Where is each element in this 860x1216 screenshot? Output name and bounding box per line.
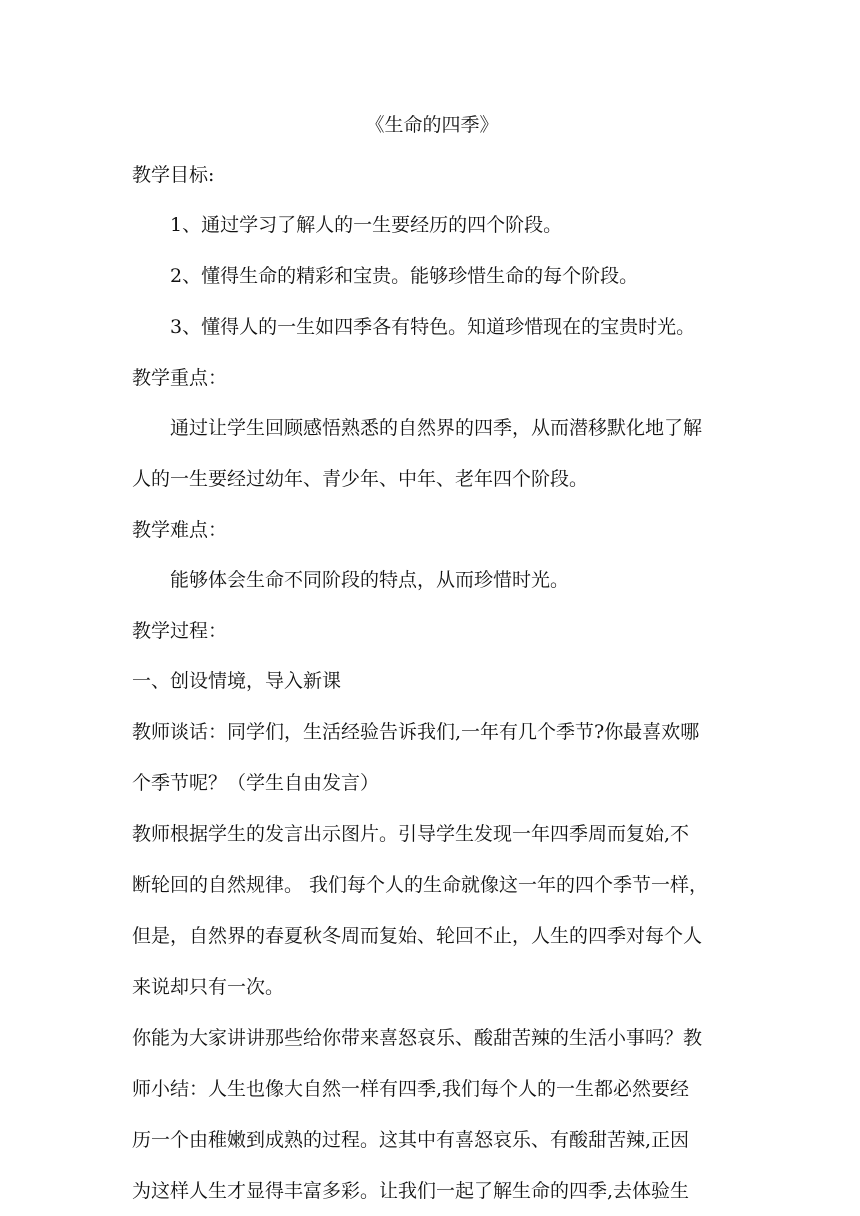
difficulty-text: 能够体会生命不同阶段的特点，从而珍惜时光。 [170,569,570,591]
process-heading: 教学过程： [132,620,228,642]
document-page [132,113,732,1203]
summary-line: 历一个由稚嫩到成熟的过程。这其中有喜怒哀乐、有酸甜苦辣,正因 [132,1129,690,1151]
summary-line: 你能为大家讲讲那些给你带来喜怒哀乐、酸甜苦辣的生活小事吗？教 [132,1027,703,1049]
teacher-talk-line: 个季节呢？（学生自由发言） [132,772,380,794]
picture-line: 断轮回的自然规律。 我们每个人的生命就像这一年的四个季节一样， [132,874,709,896]
summary-line: 为这样人生才显得丰富多彩。让我们一起了解生命的四季,去体验生 [132,1180,690,1202]
document-title: 《生命的四季》 [365,114,499,136]
objectives-heading: 教学目标: [132,164,215,186]
picture-line: 但是，自然界的春夏秋冬周而复始、轮回不止，人生的四季对每个人 [132,925,703,947]
keypoints-line: 通过让学生回顾感悟熟悉的自然界的四季，从而潜移默化地了解 [170,417,703,439]
section-heading: 一、创设情境，导入新课 [132,670,342,692]
objective-item: 1、通过学习了解人的一生要经历的四个阶段。 [170,214,563,236]
objective-item: 2、懂得生命的精彩和宝贵。能够珍惜生命的每个阶段。 [170,265,639,287]
objective-item: 3、懂得人的一生如四季各有特色。知道珍惜现在的宝贵时光。 [170,316,696,338]
teacher-talk-line: 教师谈话：同学们，生活经验告诉我们,一年有几个季节?你最喜欢哪 [132,721,700,743]
picture-line: 来说却只有一次。 [132,976,285,998]
summary-line: 师小结：人生也像大自然一样有四季,我们每个人的一生都必然要经 [132,1078,690,1100]
keypoints-line: 人的一生要经过幼年、青少年、中年、老年四个阶段。 [132,468,589,490]
picture-line: 教师根据学生的发言出示图片。引导学生发现一年四季周而复始,不 [132,823,690,845]
difficulty-heading: 教学难点： [132,519,228,541]
keypoints-heading: 教学重点： [132,367,228,389]
